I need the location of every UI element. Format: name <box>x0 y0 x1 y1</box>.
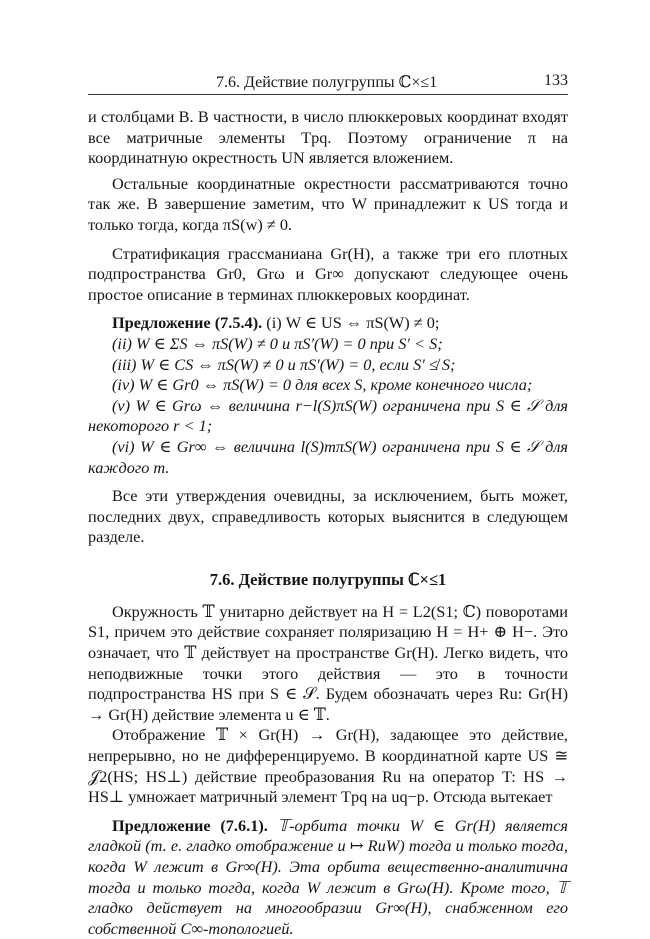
section-heading: 7.6. Действие полугруппы ℂ×≤1 <box>209 569 447 589</box>
page-body <box>88 107 568 939</box>
proposition-item: (iii) W ∈ CS ⇔ πS(W) ≠ 0 и πS′(W) = 0, если S′ ≰ S; <box>112 354 456 374</box>
proposition-7-6-1 <box>88 816 568 939</box>
paragraph: Отображение 𝕋 × Gr(H) → Gr(H), задающее это действие, непрерывно, но не дифференцируемо. В координатной карте US ≅ 𝒥2(HS; HS⊥) действие преобразования Ru на оператор T: HS → HS⊥ умножает матричный элемент Tpq на uq−p. Отсюда вытекает <box>88 725 568 807</box>
paragraph: и столбцами B. В частности, в число плюккеровых координат входят все матричные элементы Tpq. Поэтому ограничение π на координатную окрестность UN является вложением. <box>88 107 568 168</box>
running-head-title: 7.6. Действие полугруппы ℂ×≤1 <box>216 74 438 91</box>
proposition-item-text: (i) W ∈ US ⇔ πS(W) ≠ 0; <box>266 313 440 333</box>
page-number: 133 <box>544 72 568 89</box>
paragraph: Все эти утверждения очевидны, за исключением, быть может, последних двух, справедливость которых выяснится в следующем разделе. <box>88 486 568 547</box>
paragraph: Стратификация грассманиана Gr(H), а также три его плотных подпространства Gr0, Grω и Gr∞ допускают следующее очень простое описание в терминах плюккеровых координат. <box>88 243 568 304</box>
running-head <box>88 70 568 95</box>
paragraph: Остальные координатные окрестности рассматриваются точно так же. В завершение заметим, что W принадлежит к US тогда и только тогда, когда πS(w) ≠ 0. <box>88 173 568 234</box>
proposition-item <box>88 313 568 334</box>
proposition-item: (ii) W ∈ ΣS ⇔ πS(W) ≠ 0 и πS′(W) = 0 при S′ < S; <box>112 333 443 353</box>
proposition-item: (v) W ∈ Grω ⇔ величина r−l(S)πS(W) ограничена при S ∈ 𝒮 для некоторого r < 1; <box>88 395 568 436</box>
proposition-7-5-4 <box>88 313 568 478</box>
proposition-text: 𝕋-орбита точки W ∈ Gr(H) является гладкой (т. е. гладко отображение u ↦ RuW) тогда и только тогда, когда W лежит в Gr∞(H). Эта орбита вещественно-аналитична тогда и только тогда, когда W лежит в Grω(H). Кроме того, 𝕋 гладко действует на многообразии Gr∞(H), снабженном его собственной C∞-топологией. <box>88 815 568 938</box>
proposition-item: (iv) W ∈ Gr0 ⇔ πS(W) = 0 для всех S, кроме конечного числа; <box>112 375 533 395</box>
paragraph: Окружность 𝕋 унитарно действует на H = L2(S1; ℂ) поворотами S1, причем это действие сохраняет поляризацию H = H+ ⊕ H−. Это означает, что 𝕋 действует на пространстве Gr(H). Легко видеть, что неподвижные точки этого действия — это в точности подпространства HS при S ∈ 𝒮. Будем обозначать через Ru: Gr(H) → Gr(H) действие элемента u ∈ 𝕋. <box>88 601 568 724</box>
proposition-label: Предложение (7.6.1). <box>112 815 268 835</box>
proposition-item: (vi) W ∈ Gr∞ ⇔ величина l(S)mπS(W) ограничена при S ∈ 𝒮 для каждого m. <box>88 436 568 477</box>
proposition-label: Предложение (7.5.4). <box>112 313 263 333</box>
